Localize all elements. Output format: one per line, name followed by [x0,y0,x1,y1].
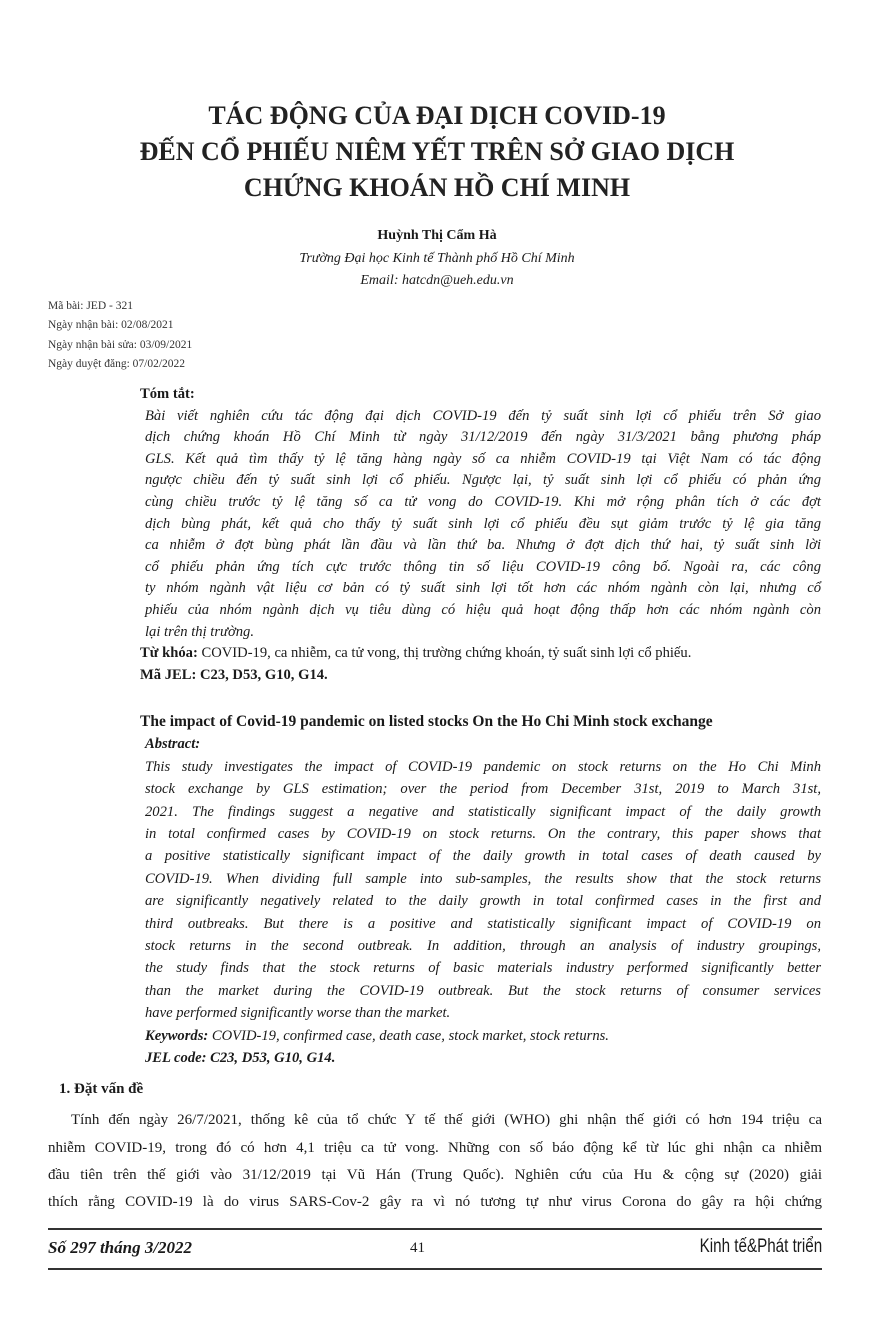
keywords [140,643,821,665]
text-line: phiếu của nhóm ngành dịch vụ tiêu dùng có hiệu quả hoạt động thấp hơn các nhóm ngành còn [145,601,821,618]
title-line: CHỨNG KHOÁN HỒ CHÍ MINH [243,173,631,202]
abstract-heading: Tóm tắt: [140,386,195,402]
text-line: Bài viết nghiên cứu tác động đại dịch COVID-19 đến tỷ suất sinh lợi cổ phiếu trên Sở giao [145,407,821,424]
section-body [48,1107,822,1216]
abstract-body [145,756,821,1025]
keywords-label: Từ khóa: [140,645,198,662]
text-line: nhiễm COVID-19, trong đó có hơn 4,1 triệu ca tử vong. Những con số báo động kể từ lúc ghi nhận ca nhiễm [48,1139,822,1156]
text-line: This study investigates the impact of COVID-19 pandemic on stock returns on the Ho Chi Minh [145,758,821,775]
footer-rule-bottom [48,1268,822,1270]
text-line: ty nhóm ngành vật liệu cơ bản có tỷ suất sinh lợi tốt hơn các nhóm ngành còn lại, nhưng cổ [145,580,821,597]
text-line: cổ phiếu phản ứng tích cực trước thông tin số liệu COVID-19 công bố. Ngoài ra, các công [145,558,821,575]
abstract-heading: Abstract: [145,736,201,753]
text-line: lại trên thị trường. [145,623,254,640]
text-line: ngược chiều đến tỷ suất sinh lợi cổ phiếu. Ngược lại, tỷ suất sinh lợi cổ phiếu có phản ứng [145,472,821,489]
title-line: ĐẾN CỔ PHIẾU NIÊM YẾT TRÊN SỞ GIAO DỊCH [139,137,735,166]
keywords-label: Keywords: [145,1027,209,1044]
text-line: thích rằng COVID-19 là do virus SARS-Cov-2 gây ra vì nó tương tự như virus Corona do gây ra hội chứng [48,1194,822,1211]
text-line: Tính đến ngày 26/7/2021, thống kê của tổ chức Y tế thế giới (WHO) ghi nhận thế giới có hơn 194 triệu ca [71,1112,822,1129]
text-line: dịch chứng khoán Hồ Chí Minh từ ngày 31/12/2019 đến ngày 31/3/2021 bằng phương pháp [145,429,821,446]
issue-number: Số 297 tháng 3/2022 [48,1238,193,1257]
text-line: than the market during the COVID-19 outbreak. But the stock returns of consumer services [145,982,821,999]
journal-logo: Kinh tế&Phát triển [699,1236,822,1257]
english-title: The impact of Covid-19 pandemic on listed stocks On the Ho Chi Minh stock exchange [140,713,713,730]
footer-rule-top [48,1228,822,1230]
jel-codes: Mã JEL: C23, D53, G10, G14. [140,666,328,683]
text-line: a positive statistically significant impact of the daily growth in total cases of death caused by [145,848,821,865]
text-line: are significantly negatively related to the daily growth in total confirmed cases in the first and [145,893,821,910]
text-line: dịch bùng phát, kết quả cho thấy tỷ suất sinh lợi cổ phiếu đều sụt giảm trước tỷ lệ gia tăng [145,515,821,532]
text-line: cùng chiều trước tỷ lệ tăng số ca tử vong do COVID-19. Khi mở rộng phân tích ở các đợt [145,493,821,510]
abstract-body [145,406,821,644]
text-line: the study finds that the stock returns of basic materials industry performed significantly better [145,960,821,977]
text-line: đầu tiên trên thế giới vào 31/12/2019 tại Vũ Hán (Trung Quốc). Nghiên cứu của Hu & cộng sự (2020) giải [48,1166,822,1183]
text-line: stock exchange by GLS estimation; over the period from December 31st, 2019 to March 31st, [145,781,821,798]
keywords [145,1025,821,1047]
vietnamese-abstract [140,384,821,686]
meta-line: Mã bài: JED - 321 [48,300,133,312]
text-line: 2021. The findings suggest a negative and statistically significant impact of the daily growth [145,803,821,820]
text-line: COVID-19. When dividing full sample into sub-samples, the results show that the stock returns [145,870,821,887]
text-line: ca nhiễm ở đợt bùng phát lần đầu và lần thứ ba. Nhưng ở đợt dịch thứ hai, tỷ suất sinh lời [145,537,821,554]
author-email[interactable]: Email: hatcdn@ueh.edu.vn [360,273,514,288]
page-number: 41 [410,1240,425,1256]
jel-codes: JEL code: C23, D53, G10, G14. [145,1050,336,1067]
meta-line: Ngày nhận bài: 02/08/2021 [48,319,174,332]
article-meta [48,297,192,374]
text-line: have performed significantly worse than the market. [145,1005,451,1022]
title-line: TÁC ĐỘNG CỦA ĐẠI DỊCH COVID-19 [208,101,666,130]
text-line: stock returns in the second outbreak. In addition, through an analysis of industry groupings, [145,938,821,955]
author-name: Huỳnh Thị Cẩm Hà [377,228,497,243]
english-abstract [140,711,821,1070]
text-line: GLS. Kết quả tìm thấy tỷ lệ tăng hàng ngày số ca nhiễm COVID-19 tại Việt Nam có tác động [145,450,821,467]
text-line: third outbreaks. But there is a positive and statistically significant impact of COVID-19 on [145,915,821,932]
section-introduction [48,1076,822,1216]
section-heading: 1. Đặt vấn đề [59,1081,144,1097]
article-title [0,98,874,206]
keywords-text: COVID-19, ca nhiễm, ca tử vong, thị trường chứng khoán, tỷ suất sinh lợi cổ phiếu. [197,645,692,662]
text-line: in total confirmed cases by COVID-19 on stock returns. On the contrary, this paper shows that [145,826,821,843]
meta-line: Ngày duyệt đăng: 07/02/2022 [48,357,186,370]
keywords-text: COVID-19, confirmed case, death case, stock market, stock returns. [208,1027,609,1044]
meta-line: Ngày nhận bài sửa: 03/09/2021 [48,338,193,351]
author-affiliation: Trường Đại học Kinh tế Thành phố Hồ Chí Minh [299,251,575,266]
